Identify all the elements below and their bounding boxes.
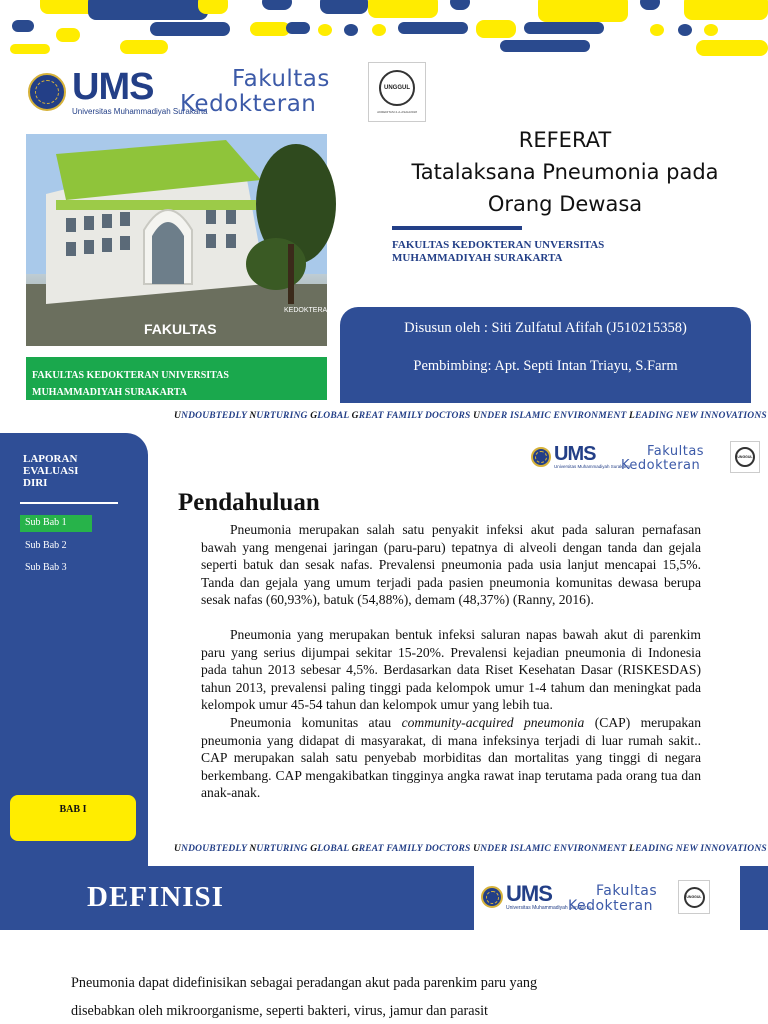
sidebar-item-sub-bab-1[interactable]: Sub Bab 1 xyxy=(20,515,92,532)
fakultas-logo-text-small: Fakultas Kedokteran xyxy=(621,444,705,473)
ums-subtitle: Universitas Muhammadiyah Surakarta xyxy=(72,107,208,116)
ums-seal-icon xyxy=(481,886,503,908)
bab-button[interactable]: BAB I xyxy=(10,795,136,841)
supervisor: Pembimbing: Apt. Septi Intan Triayu, S.Farm xyxy=(413,358,678,374)
motto-part: GREAT FAMILY DOCTORS xyxy=(351,411,474,421)
motto-line xyxy=(174,411,767,421)
motto-part: GLOBAL xyxy=(310,411,352,421)
motto-part: GREAT FAMILY DOCTORS xyxy=(351,844,474,854)
doc-title-line3: Orang Dewasa xyxy=(487,192,643,216)
laurel-icon: UNGGUL xyxy=(684,887,705,908)
laurel-icon: UNGGUL xyxy=(379,70,415,106)
section-heading: Pendahuluan xyxy=(178,489,320,516)
laurel-icon: UNGGUL xyxy=(735,447,755,467)
motto-part: UNDOUBTEDLY xyxy=(174,844,250,854)
motto-part: NURTURING xyxy=(249,411,311,421)
doc-title-line1: REFERAT xyxy=(518,128,612,152)
motto-part: LEADING NEW INNOVATIONS xyxy=(629,411,767,421)
motto-part: UNDOUBTEDLY xyxy=(174,411,250,421)
definisi-text-line2: disebabkan oleh mikroorganisme, seperti bakteri, virus, jamur dan parasit xyxy=(71,1003,488,1019)
motto-part: UNDER ISLAMIC ENVIRONMENT xyxy=(473,411,630,421)
title-divider xyxy=(392,226,522,230)
ums-seal-icon xyxy=(28,73,66,111)
motto-part: UNDER ISLAMIC ENVIRONMENT xyxy=(473,844,630,854)
sidebar-heading: LAPORAN EVALUASI DIRI xyxy=(23,453,79,489)
motto-part: LEADING NEW INNOVATIONS xyxy=(629,844,767,854)
motto-line-bottom xyxy=(174,844,767,854)
compiled-by: Disusun oleh : Siti Zulfatul Afifah (J510215358) xyxy=(404,320,687,336)
paragraph-1: Pneumonia merupakan salah satu penyakit infeksi akut pada saluran pernafasan bawah yang mengenai jaringan (paru-paru) tepatnya di alveoli dengan tanda dan gejala seperti batuk dan sesak nafas. Prevalensi pneumonia pada usia lanjut mencapai 15,5%. Tanda dan gejala yang umum terjadi pada pasien pneumonia komunitas dewasa berupa sesak nafas (60,93%), batuk (54,88%), demam (48,37%) (Ranny, 2016). xyxy=(201,522,701,607)
sidebar-divider xyxy=(20,502,118,504)
unggul-badge-definisi xyxy=(678,880,710,914)
ums-logo-small: UMS Universitas Muhammadiyah Surakarta xyxy=(531,444,630,470)
motto-part: NURTURING xyxy=(249,844,311,854)
fakultas-logo-text: Fakultas Kedokteran xyxy=(180,66,330,117)
sidebar-item-sub-bab-3[interactable]: Sub Bab 3 xyxy=(25,562,67,573)
definisi-title: DEFINISI xyxy=(87,881,224,913)
paragraph-2: Pneumonia yang merupakan bentuk infeksi saluran napas bawah akut di parenkim paru yang serius dijumpai sekitar 15-20%. Prevalensi kejadian pneumonia di Indonesia pada tahun 2013 sebesar 4,5%. Berdasarkan data Riset Kesehatan Dasar (RISKESDAS) tahun 2013, prevalensi paling tinggi pada kelompok umur 1-4 tahum dan meningkat pada kelompok umur 45-54 tahun dan kelompok umur yang lebih tua. xyxy=(201,627,701,712)
sidebar-item-sub-bab-2[interactable]: Sub Bab 2 xyxy=(25,540,67,551)
ums-logo-definisi: UMS Universitas Muhammadiyah Surakarta xyxy=(481,883,591,911)
sidebar xyxy=(0,433,148,866)
ums-seal-icon xyxy=(531,447,551,467)
doc-title-line2: Tatalaksana Pneumonia pada xyxy=(411,160,719,184)
ums-wordmark: UMS xyxy=(72,66,154,108)
faculty-name: FAKULTAS KEDOKTERAN UNVERSITAS MUHAMMADIYAH SURAKARTA xyxy=(392,239,605,264)
definisi-band-right xyxy=(740,866,768,930)
building-photo xyxy=(26,134,333,346)
photo-sign-text-2: KEDOKTERAN xyxy=(284,307,333,314)
photo-sign-text: FAKULTAS xyxy=(144,321,217,337)
paragraph-3: Pneumonia komunitas atau community-acquired pneumonia (CAP) merupakan pneumonia yang didapat di masyarakat, di mana infeksinya terjadi di luar rumah sakit.. CAP merupakan salah satu penyebab morbiditas dan mortalitas yang tinggi di negara berkembang. CAP mengakibatkan tingginya angka rawat inap terutama pada orang tua dan anak-anak. xyxy=(201,715,702,800)
author-box xyxy=(340,307,751,403)
unggul-badge-small xyxy=(730,441,760,473)
definisi-band xyxy=(0,866,474,930)
motto-part: GLOBAL xyxy=(310,844,352,854)
green-faculty-strip: FAKULTAS KEDOKTERAN UNIVERSITAS MUHAMMADIYAH SURAKARTA xyxy=(26,357,327,400)
definisi-text-line1: Pneumonia dapat didefinisikan sebagai peradangan akut pada parenkim paru yang xyxy=(71,975,538,991)
fakultas-logo-text-definisi: Fakultas Kedokteran xyxy=(568,883,658,914)
unggul-badge: UNGGUL AKREDITASI 2-A-ASAH/2018 xyxy=(368,62,426,122)
